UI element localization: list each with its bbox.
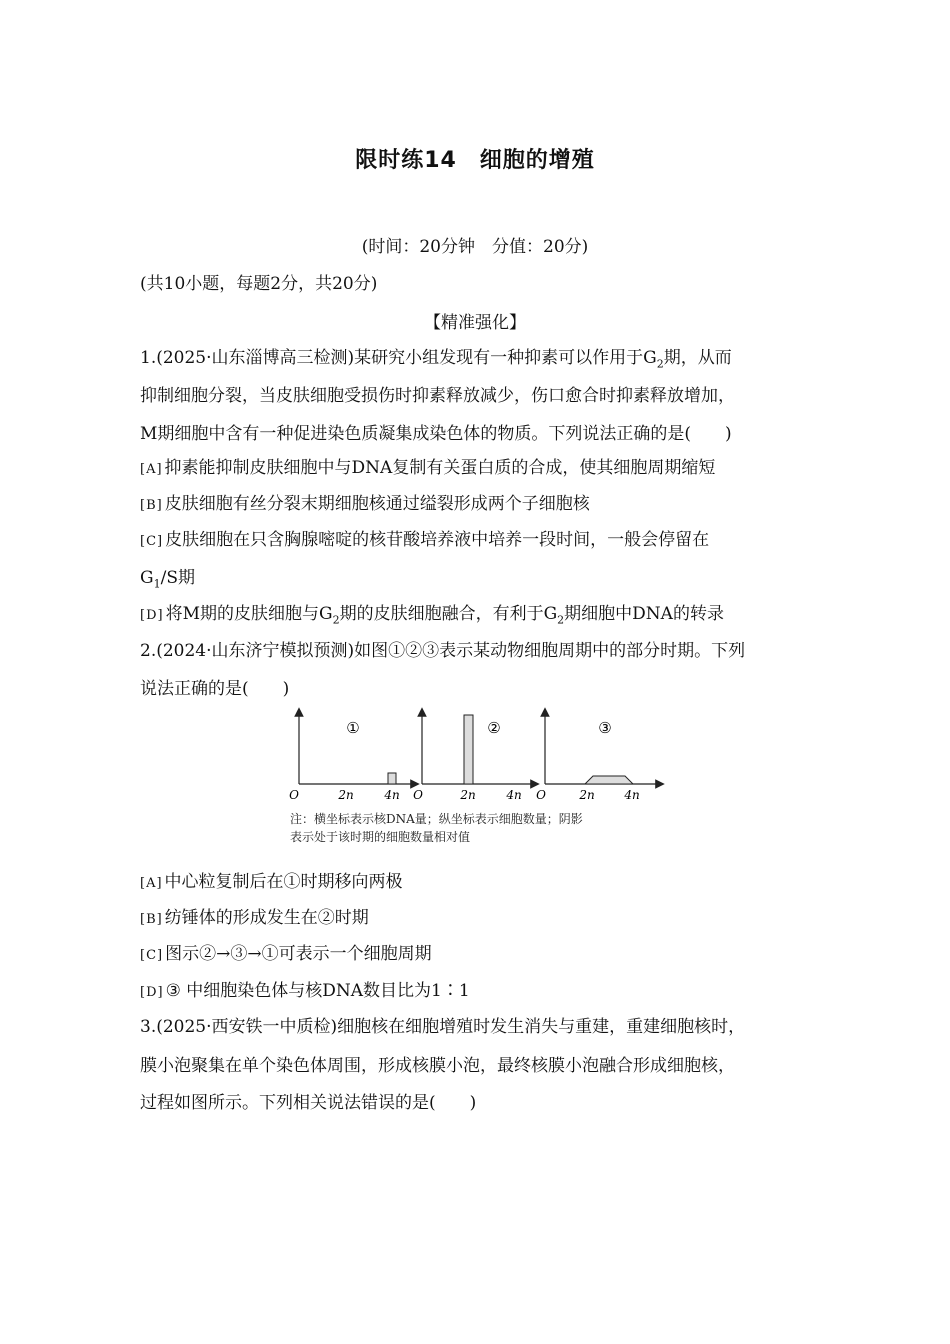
q3-stem-line-1: 3.(2025·西安铁一中质检)细胞核在细胞增殖时发生消失与重建，重建细胞核时， bbox=[140, 1017, 746, 1037]
tick-label: 2n bbox=[460, 788, 476, 802]
tick-label: 4n bbox=[624, 788, 640, 802]
q2-option-b[interactable] bbox=[140, 907, 369, 931]
option-text: 纺锤体的形成发生在②时期 bbox=[164, 908, 369, 928]
origin-label: O bbox=[536, 788, 546, 802]
option-text: G bbox=[140, 568, 154, 588]
option-label: [A] bbox=[140, 876, 163, 891]
q1-stem-text: 1.(2025·山东淄博高三检测)某研究小组发现有一种抑素可以作用于G bbox=[140, 348, 657, 368]
histogram-area bbox=[585, 776, 633, 784]
q1-stem-line-2: 抑制细胞分裂，当皮肤细胞受损伤时抑素释放减少，伤口愈合时抑素释放增加， bbox=[140, 386, 735, 406]
option-text: 图示②→③→①可表示一个细胞周期 bbox=[165, 944, 432, 964]
q1-stem-line-1 bbox=[140, 347, 732, 375]
histogram-bar bbox=[464, 715, 473, 784]
time-info: (时间：20分钟 分值：20分) bbox=[361, 237, 589, 257]
q1-option-a[interactable] bbox=[140, 457, 715, 481]
figure-note-line-1: 注：横坐标表示核DNA量；纵坐标表示细胞数量；阴影 bbox=[290, 812, 583, 826]
option-text: 将M期的皮肤细胞与G bbox=[165, 604, 333, 624]
q2-option-c[interactable] bbox=[140, 943, 432, 967]
histogram-bar bbox=[388, 773, 396, 784]
option-label: [C] bbox=[140, 534, 164, 549]
q1-option-b[interactable] bbox=[140, 493, 590, 517]
q1-option-d[interactable] bbox=[140, 603, 724, 631]
option-label: [D] bbox=[140, 608, 164, 623]
option-label: [B] bbox=[140, 498, 163, 513]
subscript: 2 bbox=[332, 613, 340, 627]
option-text: 抑素能抑制皮肤细胞中与DNA复制有关蛋白质的合成，使其细胞周期缩短 bbox=[164, 458, 716, 478]
option-text: 期的皮肤细胞融合，有利于G bbox=[339, 604, 558, 624]
q2-stem-line-2: 说法正确的是( ) bbox=[140, 679, 290, 699]
q2-option-a[interactable] bbox=[140, 871, 403, 895]
q2-stem-line-1: 2.(2024·山东济宁模拟预测)如图①②③表示某动物细胞周期中的部分时期。下列 bbox=[140, 641, 746, 661]
option-label: [D] bbox=[140, 985, 164, 1000]
option-label: [B] bbox=[140, 912, 163, 927]
origin-label: O bbox=[289, 788, 299, 802]
figure-axes bbox=[285, 706, 665, 816]
option-text: /S期 bbox=[160, 568, 195, 588]
figure-note-line-2: 表示处于该时期的细胞数量相对值 bbox=[290, 830, 471, 844]
subscript: 2 bbox=[656, 357, 664, 371]
subscript: 1 bbox=[153, 577, 161, 591]
section-heading: 【精准强化】 bbox=[424, 313, 526, 333]
option-text: 皮肤细胞在只含胸腺嘧啶的核苷酸培养液中培养一段时间，一般会停留在 bbox=[165, 530, 710, 550]
panel-label: ① bbox=[346, 719, 360, 737]
tick-label: 2n bbox=[338, 788, 354, 802]
origin-label: O bbox=[413, 788, 423, 802]
panel-label: ③ bbox=[598, 719, 612, 737]
tick-label: 4n bbox=[506, 788, 522, 802]
option-label: [A] bbox=[140, 462, 163, 477]
option-text: 皮肤细胞有丝分裂末期细胞核通过缢裂形成两个子细胞核 bbox=[164, 494, 590, 514]
page-title: 限时练14 细胞的增殖 bbox=[355, 148, 595, 173]
subscript: 2 bbox=[557, 613, 565, 627]
tick-label: 4n bbox=[384, 788, 400, 802]
q1-stem-text: 期，从而 bbox=[663, 348, 732, 368]
scope-info: (共10小题，每题2分，共20分) bbox=[140, 274, 378, 294]
q2-option-d[interactable] bbox=[140, 980, 470, 1004]
panel-label: ② bbox=[487, 719, 501, 737]
q1-option-c-cont bbox=[140, 567, 195, 595]
option-text: ③ 中细胞染色体与核DNA数目比为1∶1 bbox=[165, 981, 470, 1001]
q1-stem-line-3: M期细胞中含有一种促进染色质凝集成染色体的物质。下列说法正确的是( ) bbox=[140, 424, 732, 444]
option-text: 中心粒复制后在①时期移向两极 bbox=[164, 872, 403, 892]
q1-option-c[interactable] bbox=[140, 529, 709, 553]
q3-stem-line-3: 过程如图所示。下列相关说法错误的是( ) bbox=[140, 1093, 477, 1113]
tick-label: 2n bbox=[579, 788, 595, 802]
q3-stem-line-2: 膜小泡聚集在单个染色体周围，形成核膜小泡，最终核膜小泡融合形成细胞核， bbox=[140, 1056, 735, 1076]
option-label: [C] bbox=[140, 948, 164, 963]
option-text: 期细胞中DNA的转录 bbox=[564, 604, 724, 624]
